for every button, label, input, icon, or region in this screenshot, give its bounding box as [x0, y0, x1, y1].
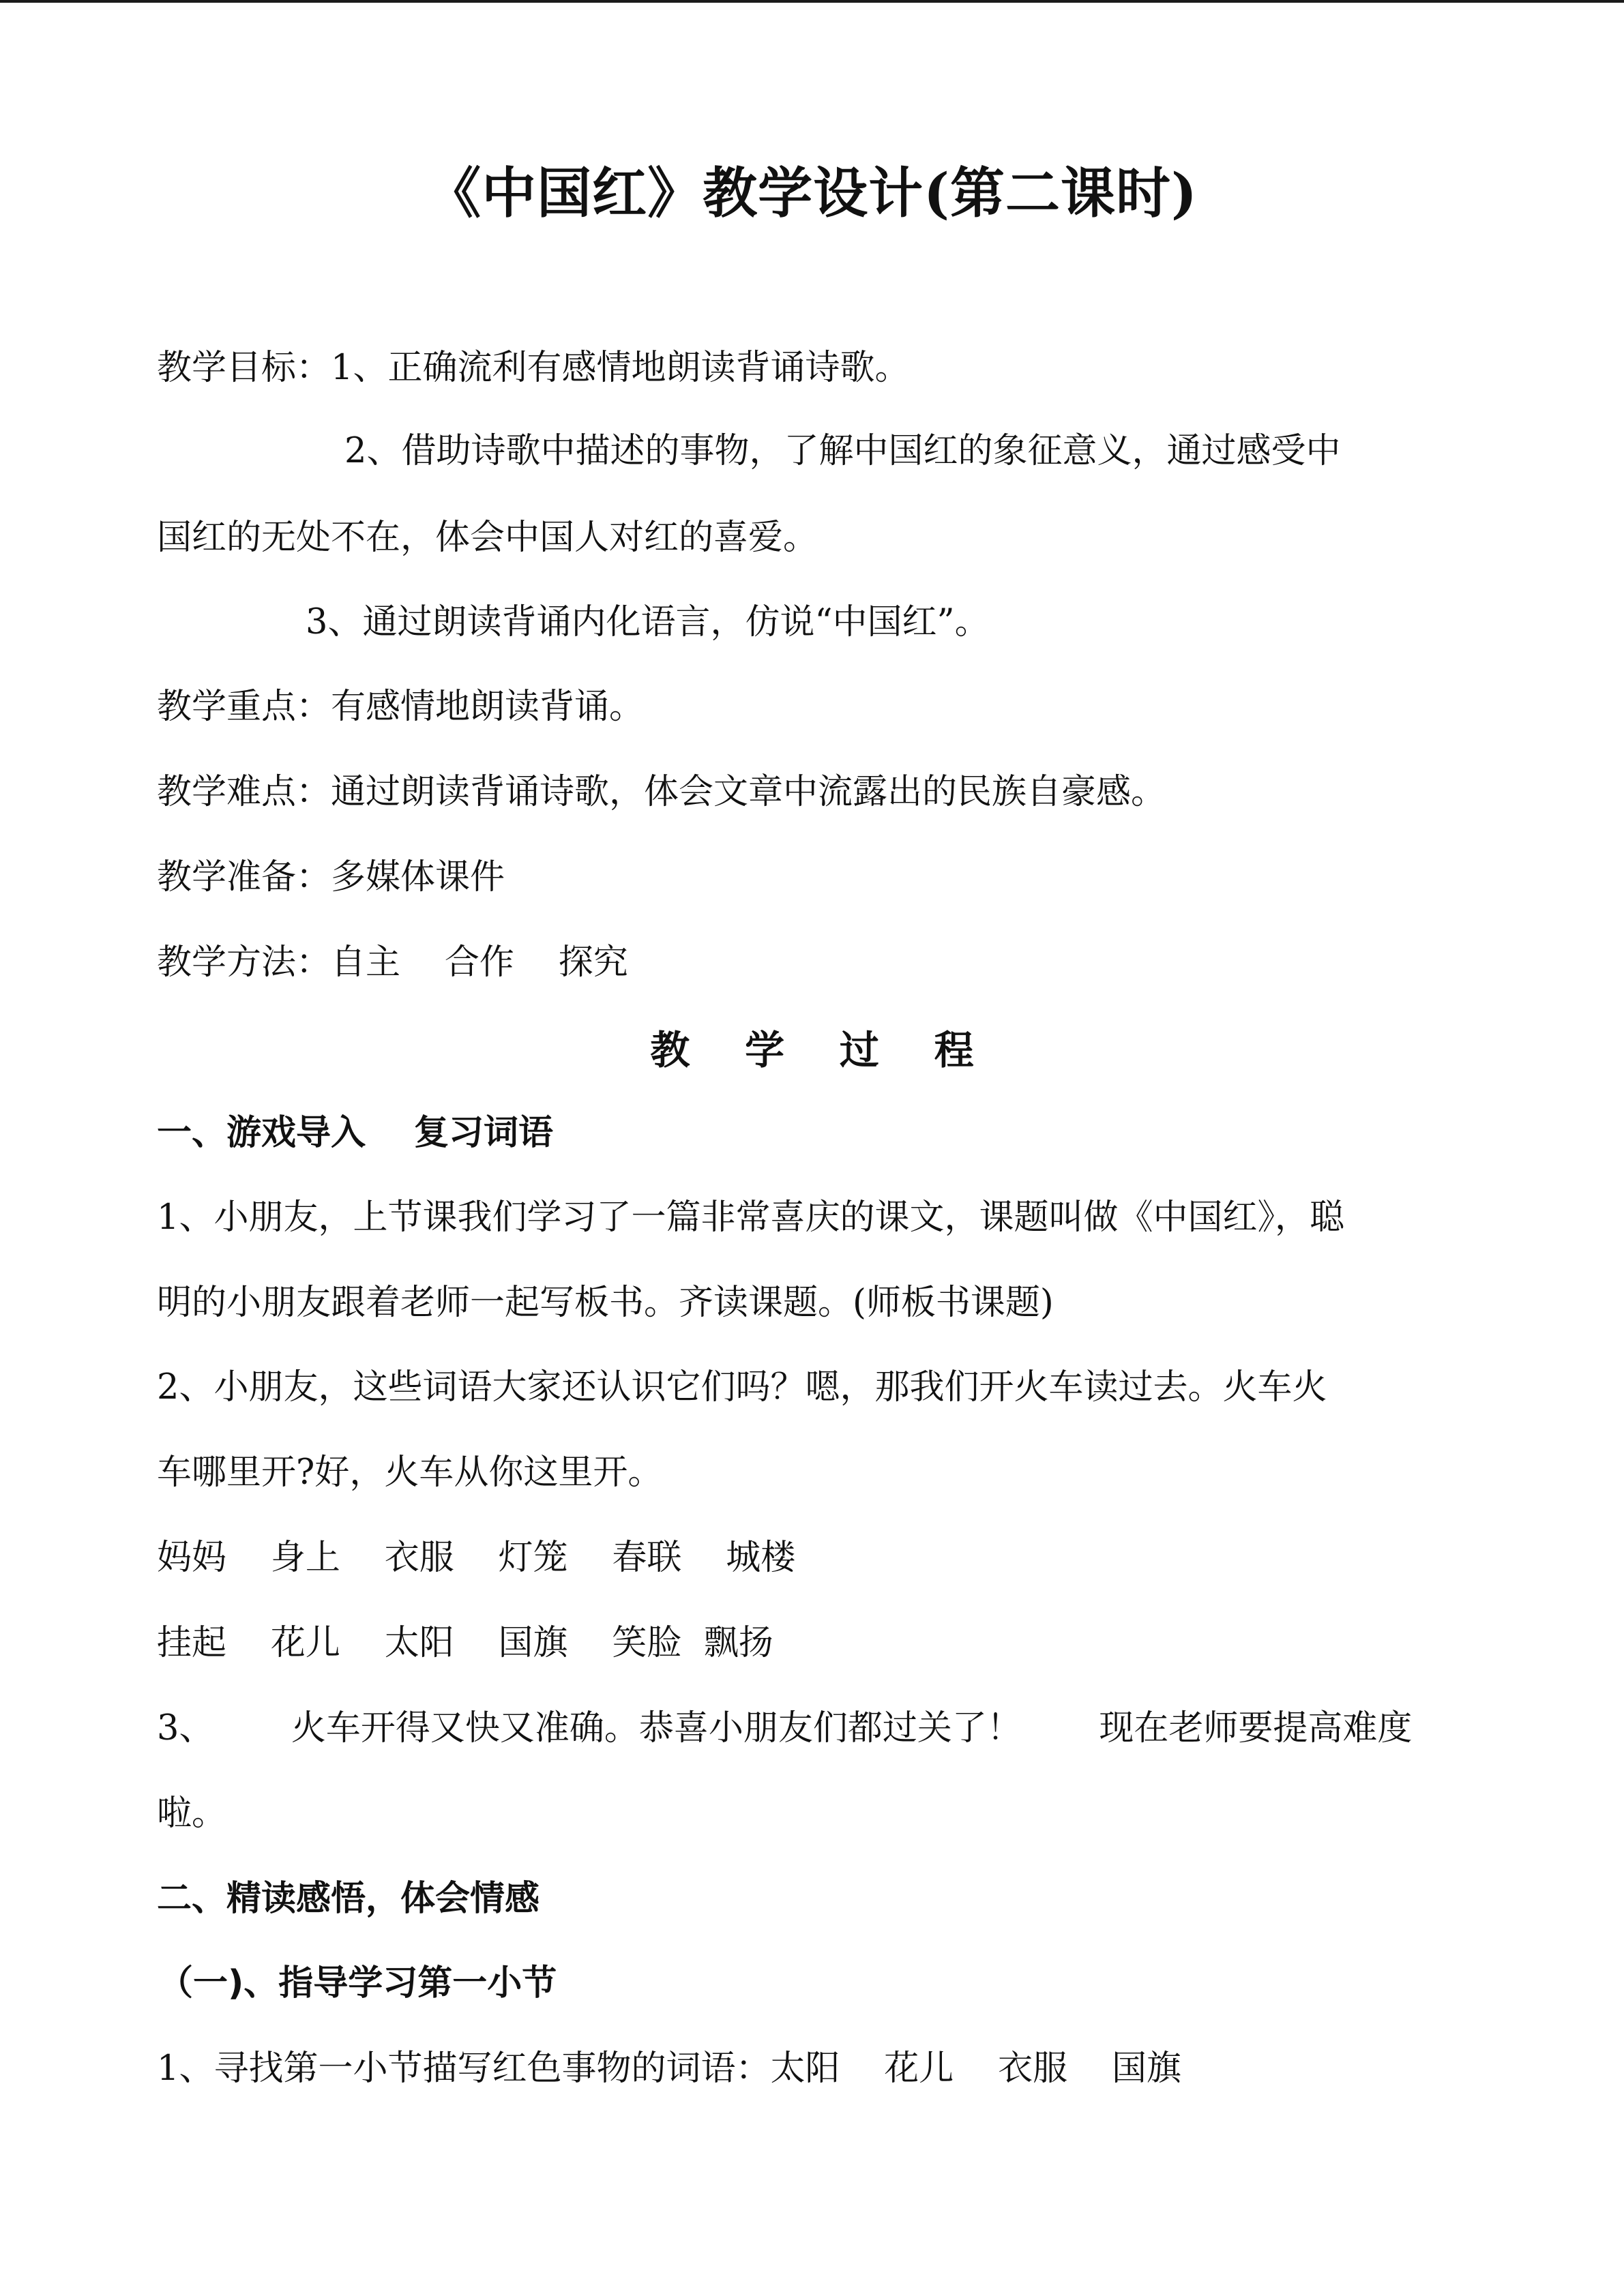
section-1-paragraph-1-line-1: 1、小朋友，上节课我们学习了一篇非常喜庆的课文，课题叫做《中国红》，聪	[157, 1197, 1344, 1238]
process-heading: 教 学 过 程	[650, 1027, 974, 1073]
teaching-method: 教学方法：自主 合作 探究	[157, 942, 628, 983]
section-1-paragraph-3-line-2: 啦。	[157, 1793, 227, 1834]
section-1-paragraph-1-line-2: 明的小朋友跟着老师一起写板书。齐读课题。(师板书课题)	[157, 1283, 1054, 1323]
vocabulary-row-2: 挂起 花儿 太阳 国旗 笑脸 飘扬	[157, 1623, 773, 1663]
section-1-paragraph-3-line-1: 3、 火车开得又快又准确。恭喜小朋友们都过关了！ 现在老师要提高难度	[157, 1708, 1413, 1748]
preparation: 教学准备：多媒体课件	[157, 857, 505, 897]
objectives-label: 教学目标：	[157, 348, 331, 388]
section-2-paragraph-1: 1、寻找第一小节描写红色事物的词语：太阳 花儿 衣服 国旗	[157, 2048, 1181, 2089]
section-2-subheading: （一)、指导学习第一小节	[158, 1963, 557, 2003]
objective-item-1: 1、正确流利有感情地朗读背诵诗歌。	[331, 348, 910, 388]
document-title: 《中国红》教学设计(第二课时)	[426, 161, 1198, 225]
objectives-line-1	[157, 344, 909, 392]
section-1-paragraph-2-line-1: 2、小朋友，这些词语大家还认识它们吗？嗯，那我们开火车读过去。火车火	[157, 1367, 1327, 1407]
difficulty: 教学难点：通过朗读背诵诗歌，体会文章中流露出的民族自豪感。	[157, 772, 1166, 812]
key-point: 教学重点：有感情地朗读背诵。	[157, 687, 645, 727]
objective-item-2-line-1: 2、借助诗歌中描述的事物，了解中国红的象征意义，通过感受中	[344, 431, 1341, 471]
section-1-paragraph-2-line-2: 车哪里开?好，火车从你这里开。	[157, 1452, 663, 1493]
vocabulary-row-1: 妈妈 身上 衣服 灯笼 春联 城楼	[157, 1538, 796, 1578]
objective-item-2-line-2: 国红的无处不在，体会中国人对红的喜爱。	[157, 518, 818, 558]
section-2-heading: 二、精读感悟，体会情感	[157, 1879, 540, 1919]
section-1-heading: 一、游戏导入 复习词语	[157, 1113, 554, 1153]
objective-item-3: 3、通过朗读背诵内化语言，仿说“中国红”。	[306, 602, 990, 642]
